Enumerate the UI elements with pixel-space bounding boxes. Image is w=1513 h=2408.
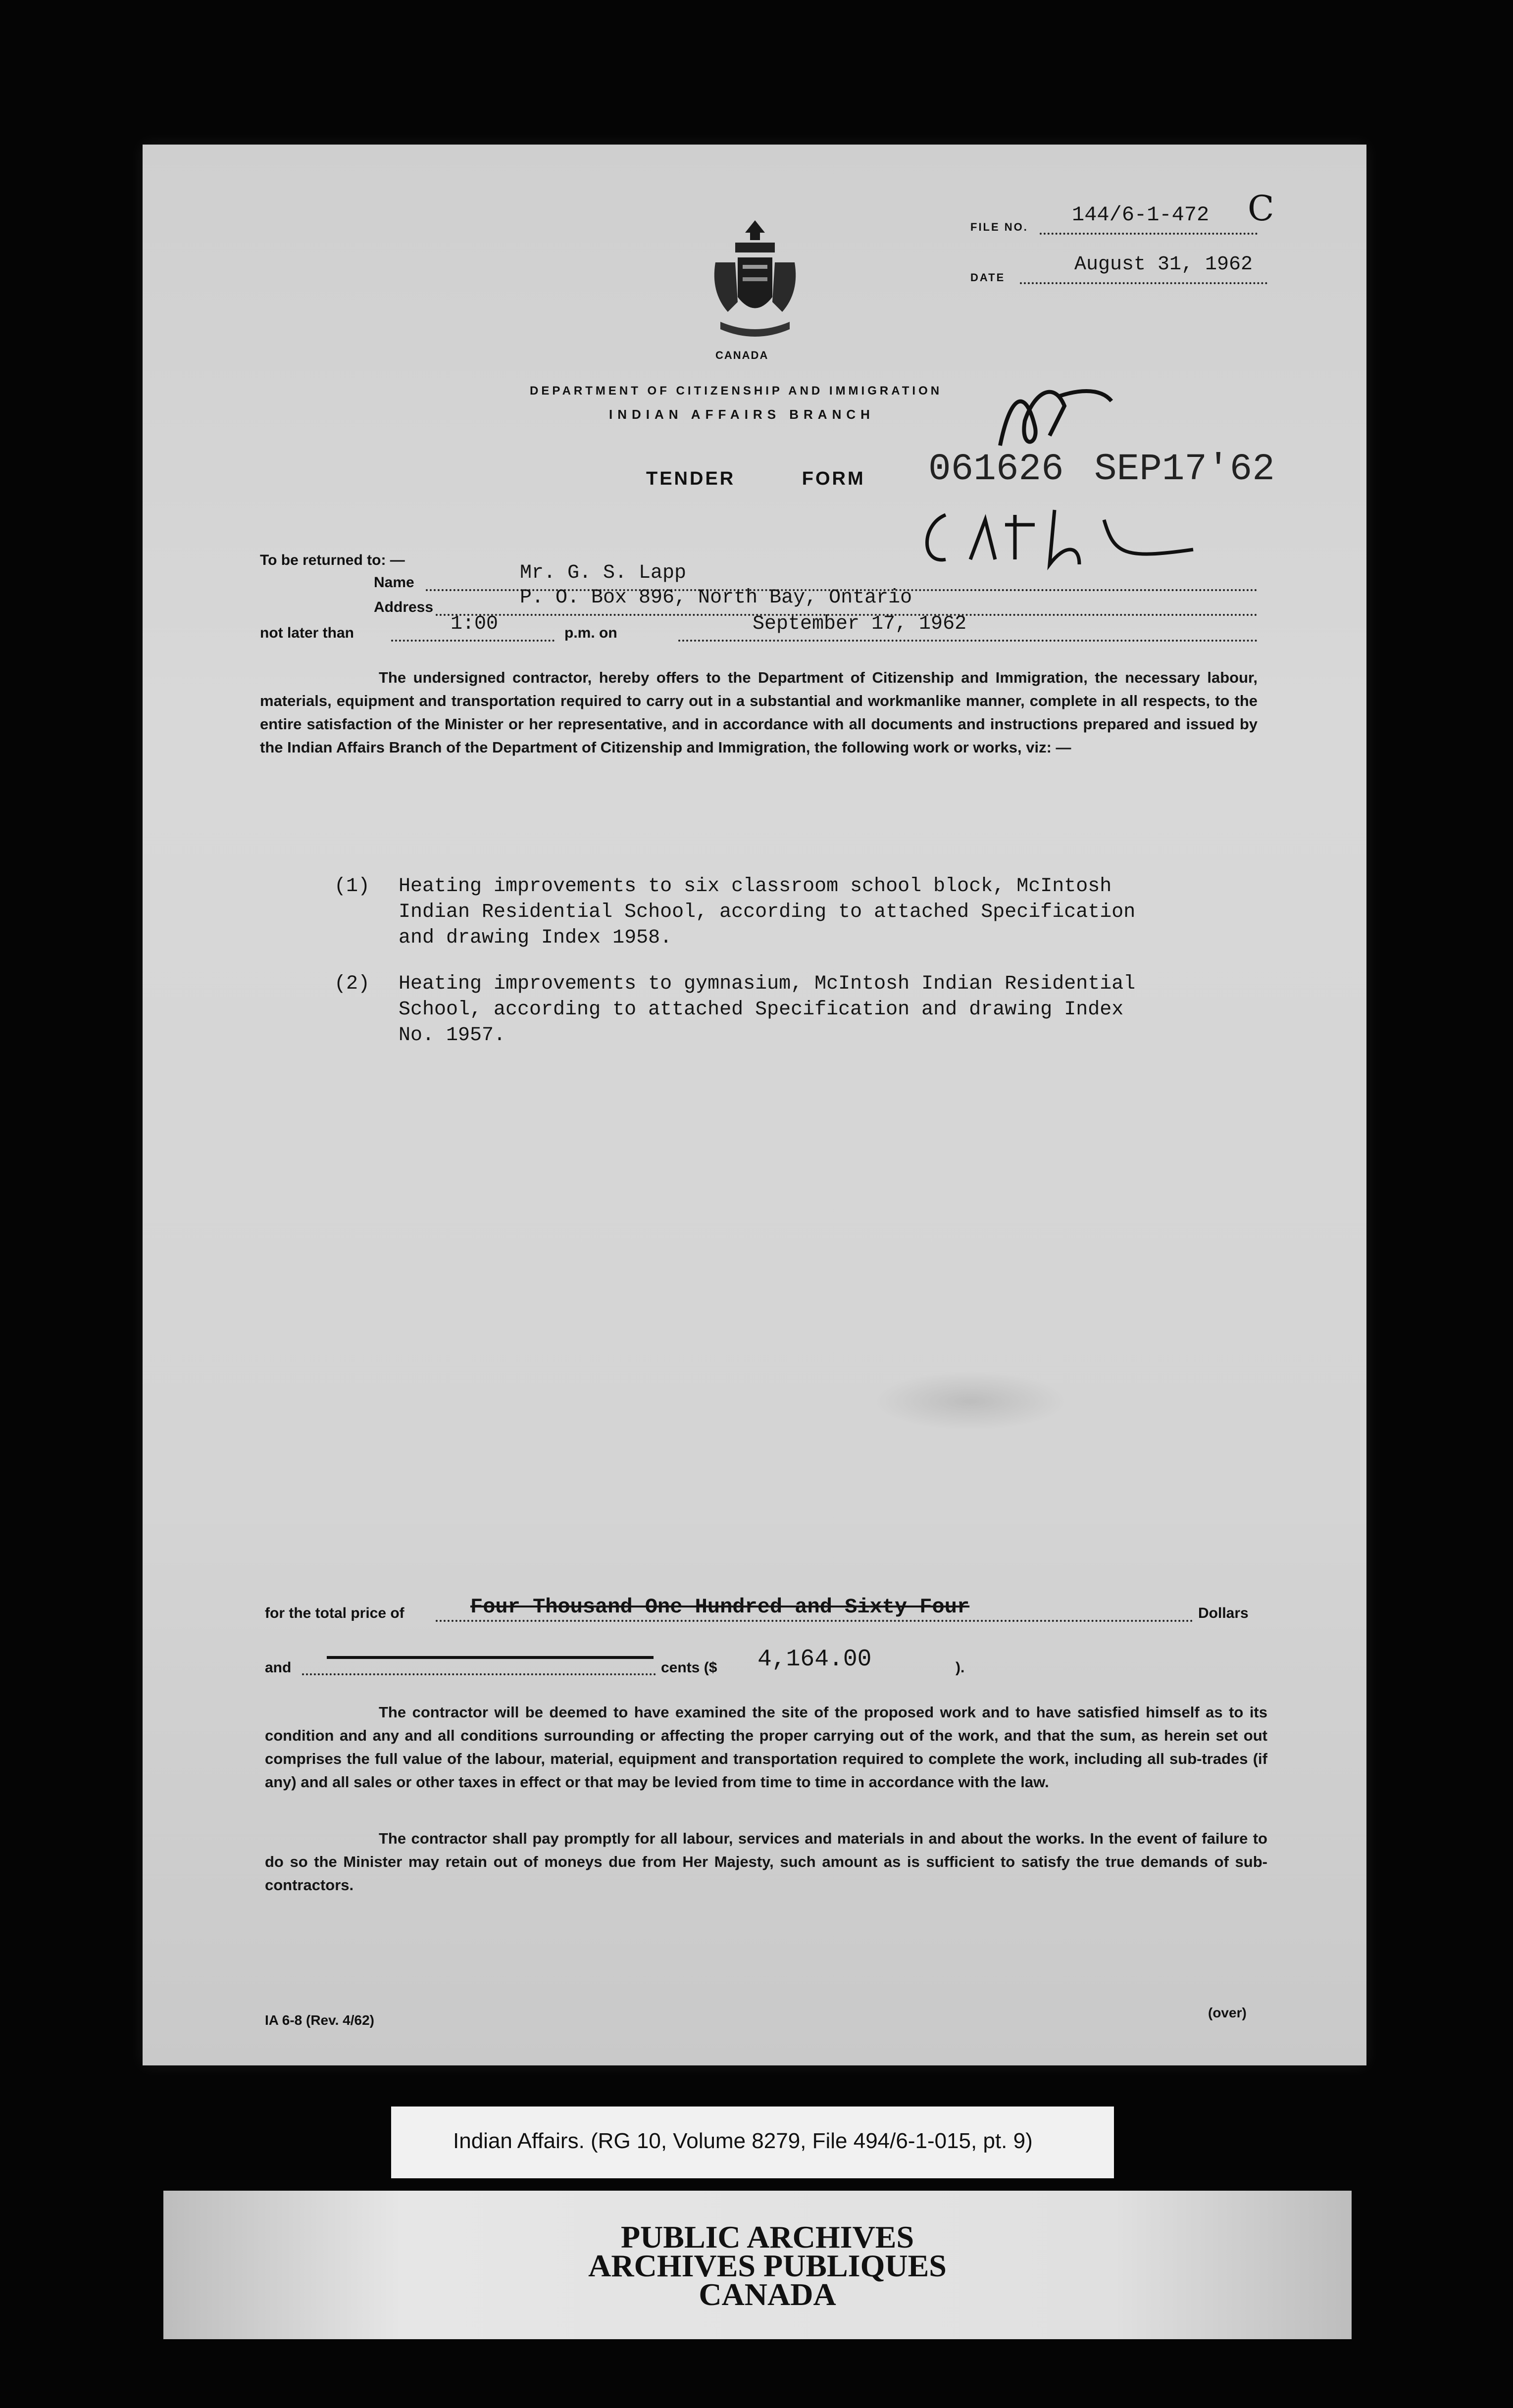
date-value: August 31, 1962 [1074, 253, 1253, 276]
date-label: DATE [970, 271, 1006, 284]
intro-paragraph: The undersigned contractor, hereby offers to the Department of Citizenship and Immigration, the necessary labour, materials, equipment and transportation required to carry out in a substantial and workmanlike manner, complete in all respects, to the entire satisfaction of the Minister or her representative, and in accordance with all documents and instructions prepared and issued by the Indian Affairs Branch of the Department of Citizenship and Immigration, the following work or works, viz: — [260, 669, 1258, 756]
over-label: (over) [1208, 2005, 1247, 2020]
address-label: Address [374, 599, 434, 615]
faded-bleedthrough-mark [871, 1371, 1069, 1431]
handwritten-initials [990, 376, 1119, 465]
not-later-than-label: not later than [260, 625, 354, 641]
archive-line-3: CANADA [699, 2277, 836, 2312]
cents-strikeout [327, 1656, 654, 1659]
deadline-time: 1:00 [451, 613, 499, 635]
amount-close: ). [956, 1659, 965, 1676]
work-item-1-number: (1) [334, 875, 370, 898]
file-no-value: 144/6-1-472 [1072, 203, 1210, 227]
archive-caption: Indian Affairs. (RG 10, Volume 8279, File 494/6-1-015, pt. 9) [453, 2129, 1033, 2153]
address-value: P. O. Box 896, North Bay, Ontario [520, 587, 912, 609]
site-examination-paragraph: The contractor will be deemed to have examined the site of the proposed work and to have satisfied himself as to its condition and any and all conditions surrounding or affecting the proper carrying out of the work, and that the sum, as herein set out comprises the full value of the labour, material, equipment and transportation required to complete the work, including all sub-trades (if any) and all sales or other taxes in effect or that may be levied from time to time in accordance with the law. [265, 1704, 1267, 1791]
and-label: and [265, 1659, 292, 1676]
archive-stamp-block [495, 2219, 1040, 2312]
work-item-2-line-2: School, according to attached Specification and drawing Index [399, 999, 1124, 1021]
payment-paragraph: The contractor shall pay promptly for all labour, services and materials in and about the works. In the event of failure to do so the Minister may retain out of moneys due from Her Majesty, such amount as is sufficient to satisfy the true demands of sub-contractors. [265, 1830, 1267, 1894]
coat-of-arms-icon [706, 218, 805, 347]
handwritten-signature [916, 495, 1223, 584]
name-value: Mr. G. S. Lapp [520, 562, 687, 584]
dollars-label: Dollars [1198, 1605, 1249, 1621]
department-title: DEPARTMENT OF CITIZENSHIP AND IMMIGRATION [530, 384, 943, 398]
country-label: CANADA [715, 349, 769, 361]
work-item-2-number: (2) [334, 973, 370, 995]
work-item-1-line-1: Heating improvements to six classroom school block, McIntosh [399, 875, 1112, 898]
total-price-label: for the total price of [265, 1605, 404, 1621]
work-item-1-line-3: and drawing Index 1958. [399, 927, 672, 949]
received-stamp-date: SEP17'62 [1094, 448, 1275, 491]
total-amount: 4,164.00 [757, 1646, 872, 1673]
return-to-heading: To be returned to: — [260, 552, 405, 568]
deadline-date: September 17, 1962 [753, 613, 967, 635]
total-price-words: Four Thousand One Hundred and Sixty Four [470, 1595, 970, 1619]
file-no-mark: C [1248, 188, 1274, 229]
file-no-label: FILE NO. [970, 221, 1028, 233]
archive-line-2: ARCHIVES PUBLIQUES [588, 2248, 947, 2283]
archive-line-1: PUBLIC ARCHIVES [620, 2219, 914, 2255]
work-item-1-line-2: Indian Residential School, according to attached Specification [399, 901, 1136, 923]
pm-on-label: p.m. on [564, 625, 617, 641]
form-code: IA 6-8 (Rev. 4/62) [265, 2012, 374, 2028]
form-title: TENDER FORM [646, 468, 865, 489]
work-item-2-line-3: No. 1957. [399, 1024, 506, 1047]
work-item-2-line-1: Heating improvements to gymnasium, McIntosh Indian Residential [399, 973, 1136, 995]
received-stamp-number: 061626 [928, 448, 1064, 491]
name-label: Name [374, 574, 414, 591]
cents-label: cents ($ [661, 1659, 717, 1676]
branch-title: INDIAN AFFAIRS BRANCH [609, 407, 875, 422]
